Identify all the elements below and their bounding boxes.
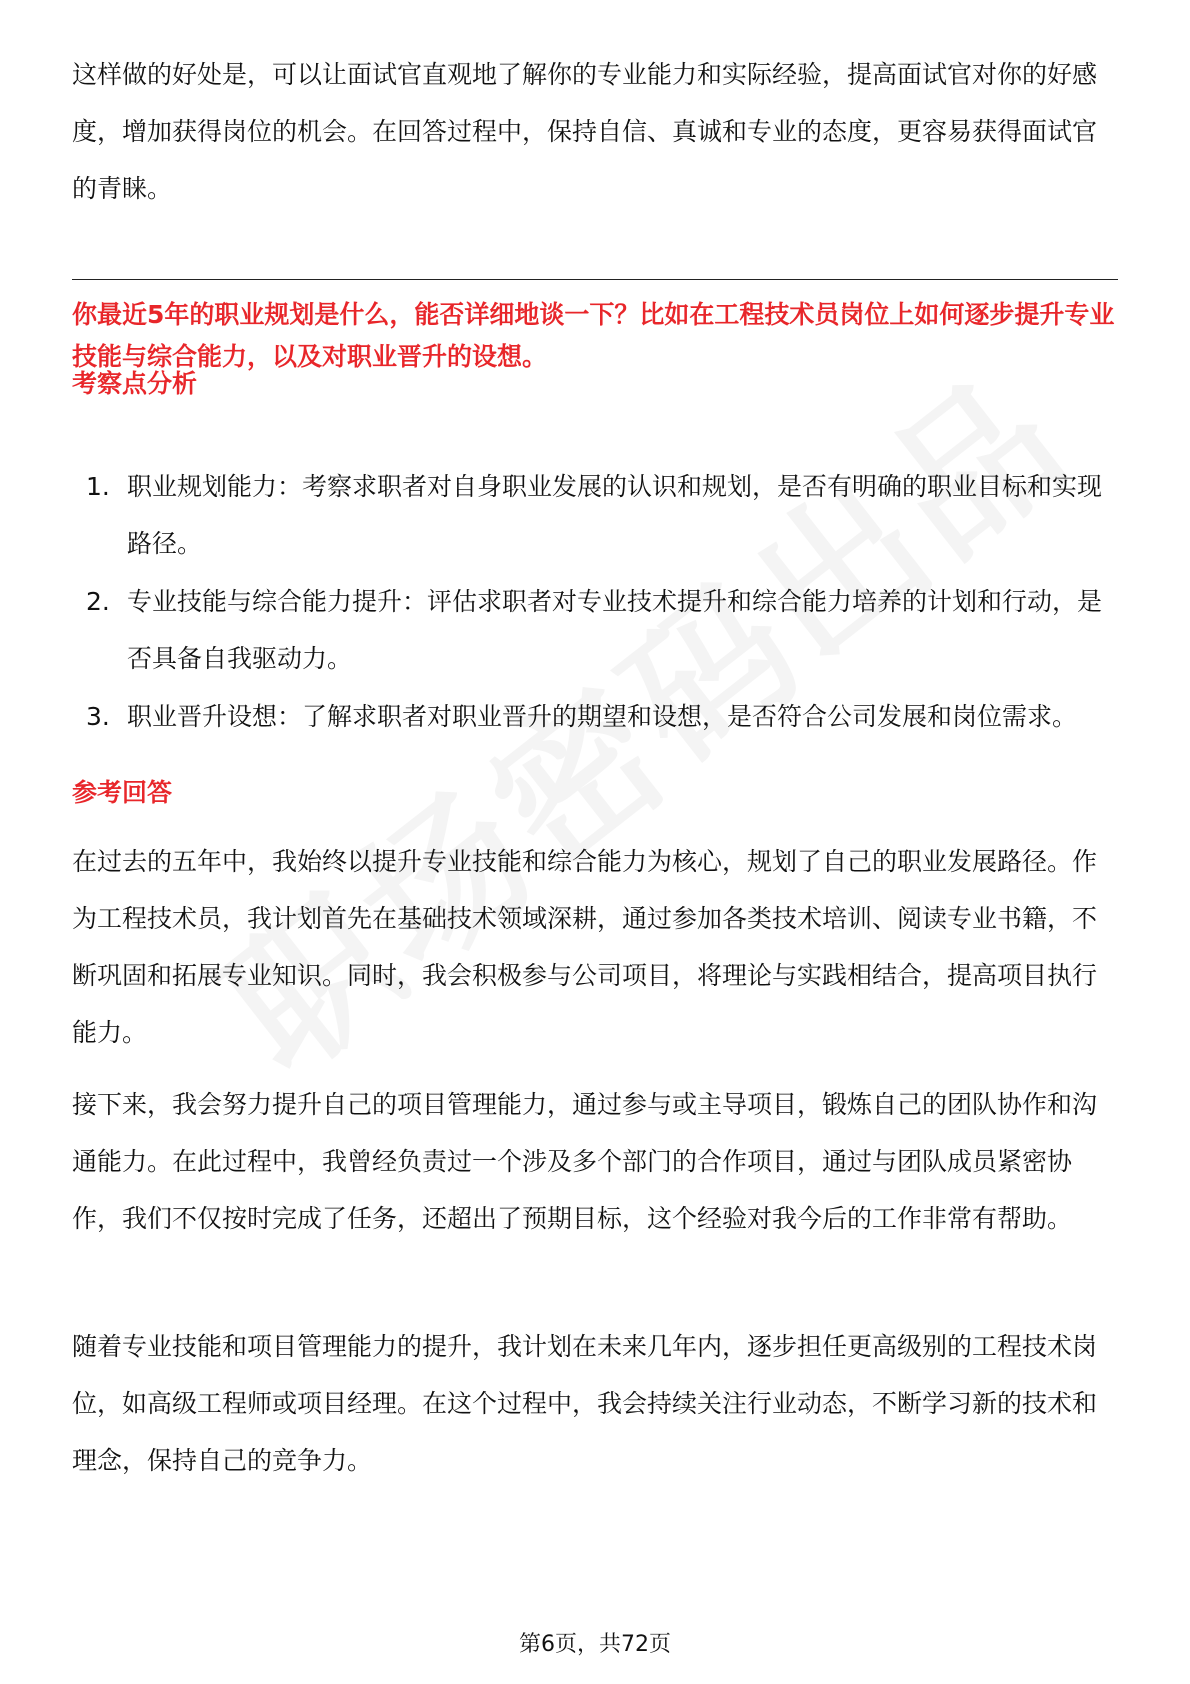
list-number: 3. [86,702,110,731]
list-item [72,458,1118,572]
answer-paragraph: 随着专业技能和项目管理能力的提升，我计划在未来几年内，逐步担任更高级别的工程技术岗位，如高级工程师或项目经理。在这个过程中，我会持续关注行业动态，不断学习新的技术和理念，保持自己的竞争力。 [72,1332,1098,1475]
list-number: 2. [86,587,110,616]
page-number: 第6页，共72页 [519,1632,671,1657]
list-item [72,688,1118,745]
list-number: 1. [86,472,110,501]
list-item [72,573,1118,687]
list-item-text: 专业技能与综合能力提升：评估求职者对专业技术提升和综合能力培养的计划和行动，是否具备自我驱动力。 [127,587,1103,673]
question-title: 你最近5年的职业规划是什么，能否详细地谈一下？比如在工程技术员岗位上如何逐步提升专业技能与综合能力，以及对职业晋升的设想。 [72,300,1115,371]
section-divider [72,279,1118,280]
intro-paragraph: 这样做的好处是，可以让面试官直观地了解你的专业能力和实际经验，提高面试官对你的好感度，增加获得岗位的机会。在回答过程中，保持自信、真诚和专业的态度，更容易获得面试官的青睐。 [72,60,1098,203]
analysis-heading: 考察点分析 [72,369,198,398]
list-item-text: 职业晋升设想：了解求职者对职业晋升的期望和设想，是否符合公司发展和岗位需求。 [127,702,1078,731]
answer-paragraph: 在过去的五年中，我始终以提升专业技能和综合能力为核心，规划了自己的职业发展路径。作为工程技术员，我计划首先在基础技术领域深耕，通过参加各类技术培训、阅读专业书籍，不断巩固和拓展专业知识。同时，我会积极参与公司项目，将理论与实践相结合，提高项目执行能力。 [72,847,1098,1047]
answer-heading: 参考回答 [72,778,173,807]
answer-paragraph: 接下来，我会努力提升自己的项目管理能力，通过参与或主导项目，锻炼自己的团队协作和沟通能力。在此过程中，我曾经负责过一个涉及多个部门的合作项目，通过与团队成员紧密协作，我们不仅按时完成了任务，还超出了预期目标，这个经验对我今后的工作非常有帮助。 [72,1090,1098,1233]
list-item-text: 职业规划能力：考察求职者对自身职业发展的认识和规划，是否有明确的职业目标和实现路径。 [127,472,1103,558]
analysis-list [72,458,1118,745]
